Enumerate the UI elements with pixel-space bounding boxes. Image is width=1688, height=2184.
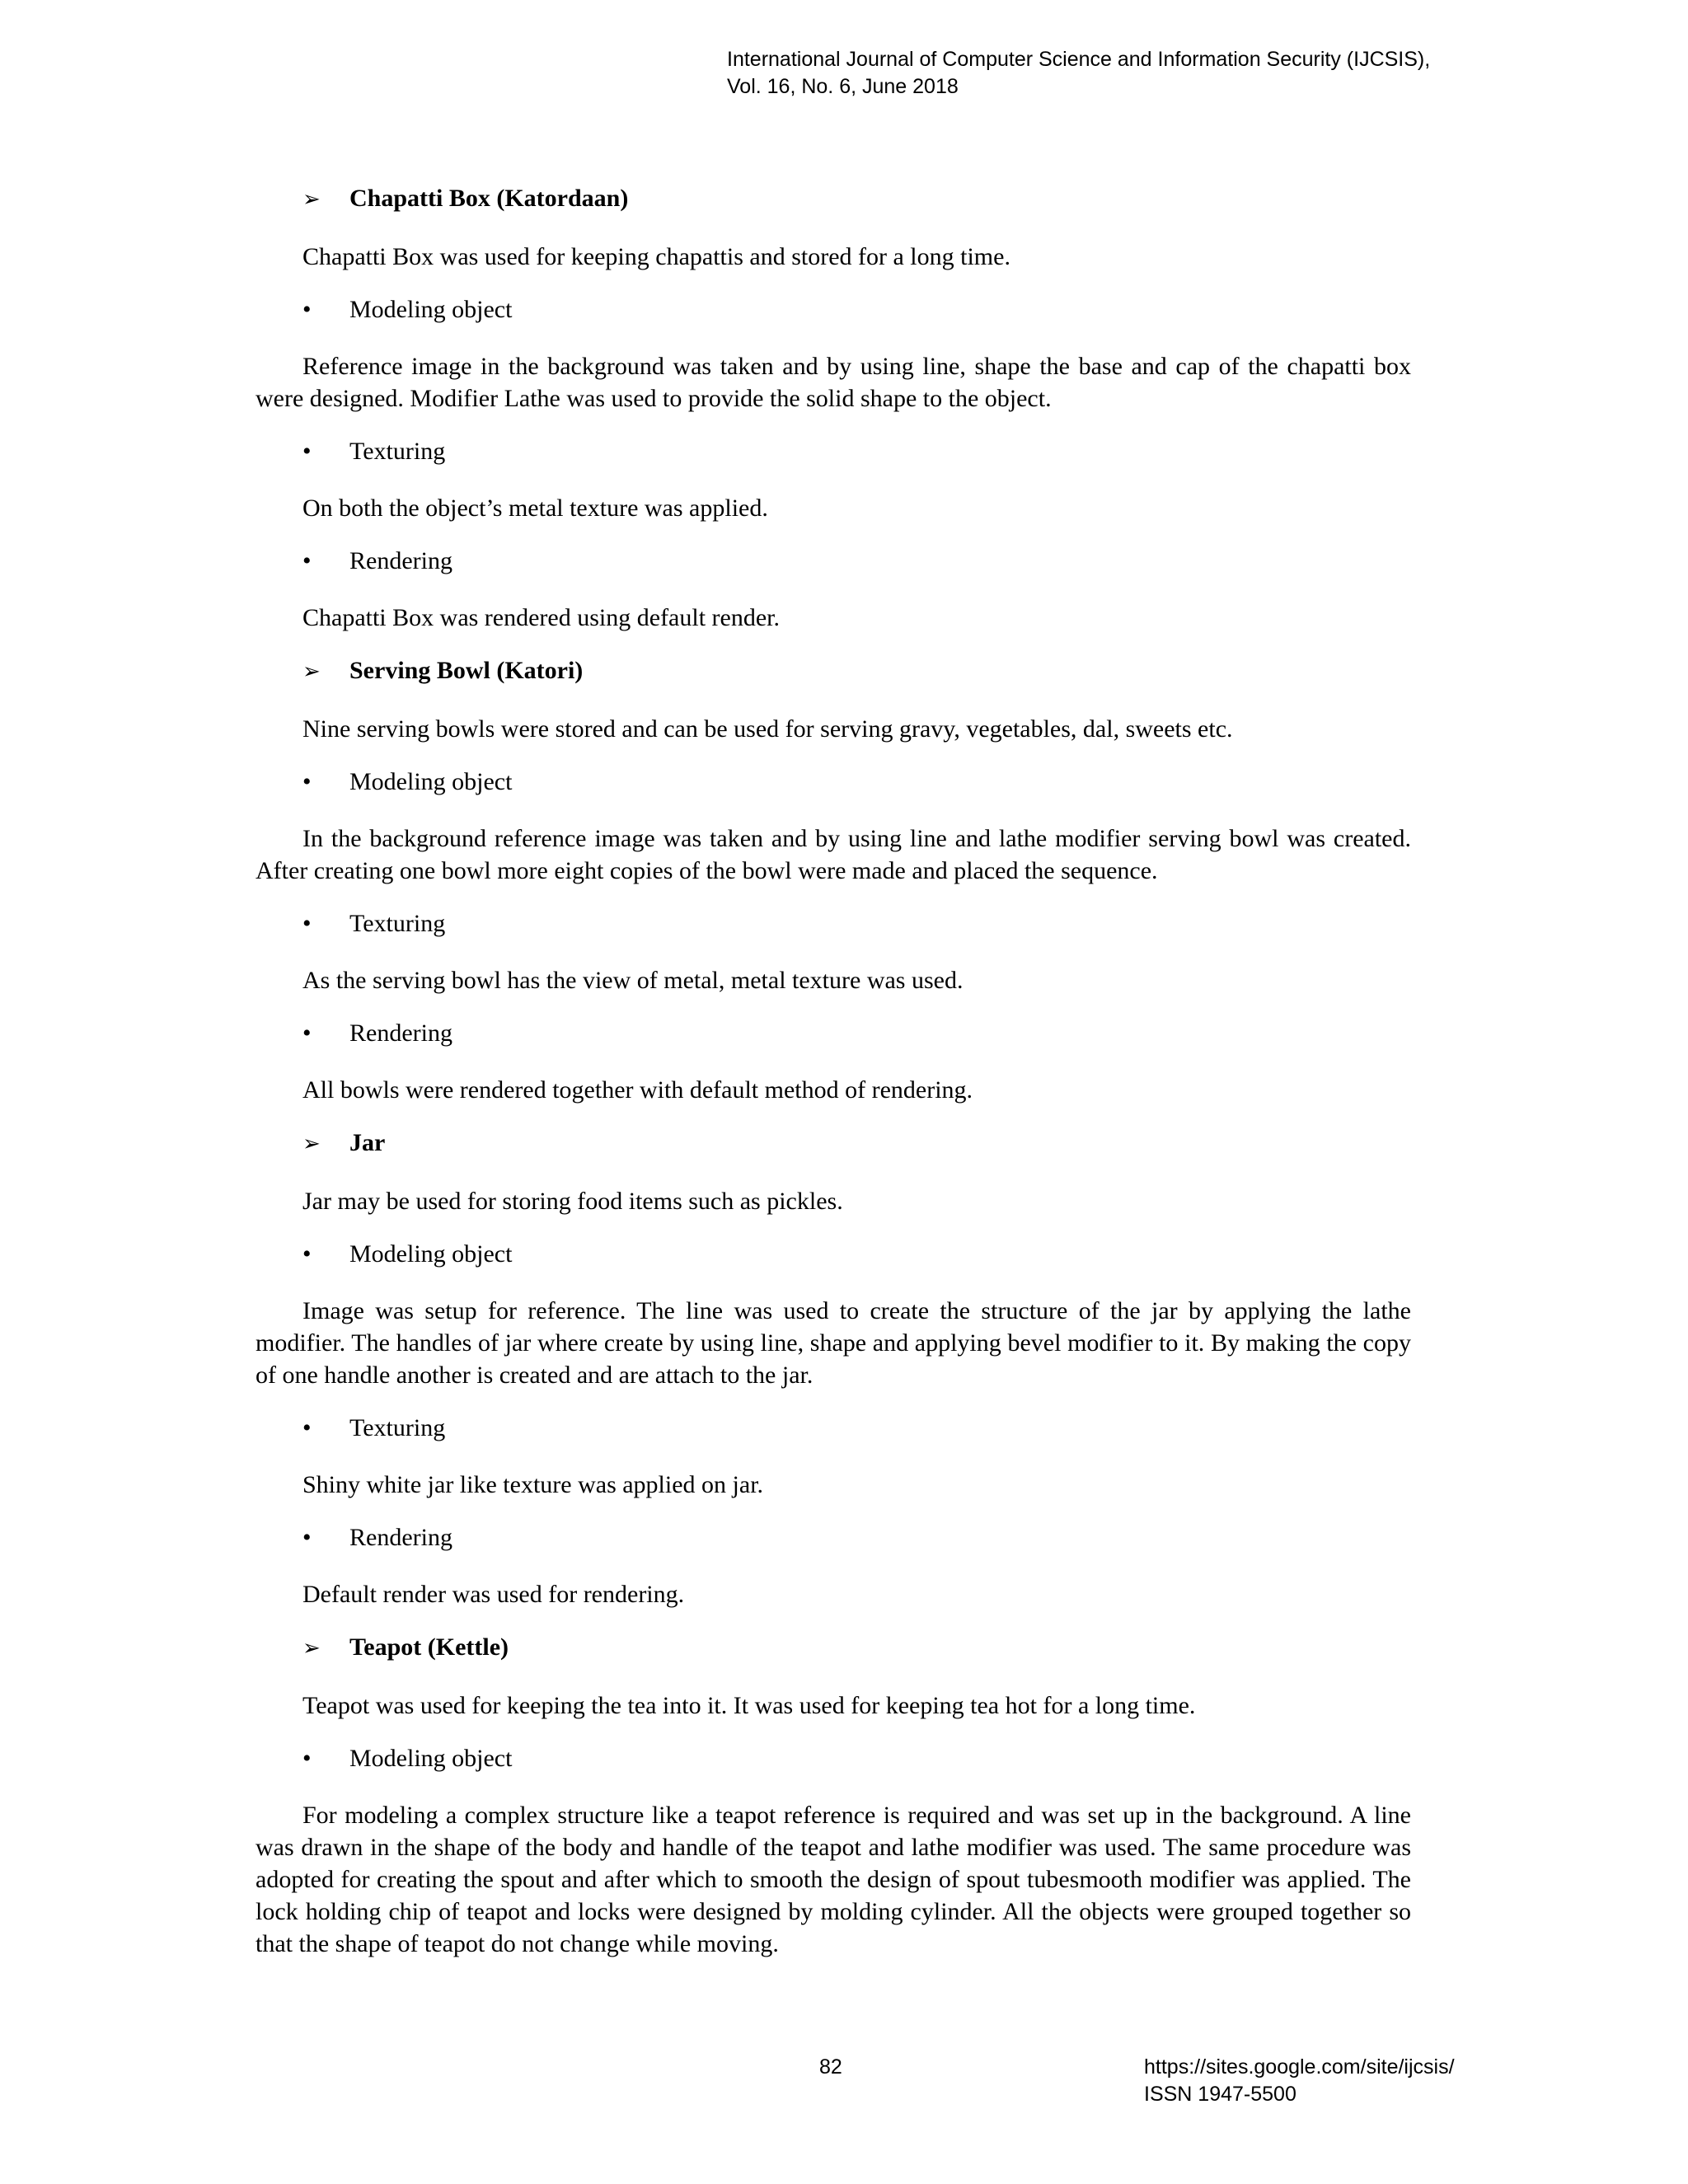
section-title: Chapatti Box (Katordaan) <box>349 185 629 212</box>
bullet-item-modeling <box>256 1238 1411 1270</box>
section-title: Jar <box>349 1129 386 1156</box>
bullet-item-rendering <box>256 1017 1411 1049</box>
journal-header-line-1: International Journal of Computer Science and Information Security (IJCSIS), <box>727 48 1431 71</box>
modeling-paragraph: Reference image in the background was taken and by using line, shape the base and cap of the chapatti box were designed. Modifier Lathe was used to provide the solid shape to the object. <box>256 353 1411 412</box>
bullet-label: Rendering <box>349 1524 452 1551</box>
arrow-bullet-icon: ➢ <box>302 1636 321 1661</box>
section-title: Serving Bowl (Katori) <box>349 657 584 684</box>
section-chapatti-box <box>256 182 1411 634</box>
bullet-label: Texturing <box>349 910 446 937</box>
bullet-label: Rendering <box>349 1019 452 1047</box>
section-teapot <box>256 1631 1411 1960</box>
bullet-item-modeling <box>256 1742 1411 1774</box>
bullet-item-modeling <box>256 293 1411 326</box>
page-body <box>256 182 1411 1980</box>
page-number: 82 <box>819 2055 842 2079</box>
bullet-dot-icon: • <box>302 1240 312 1268</box>
section-heading <box>256 182 1411 216</box>
texturing-paragraph: As the serving bowl has the view of metal, metal texture was used. <box>302 967 964 994</box>
journal-header <box>727 46 1551 101</box>
bullet-dot-icon: • <box>302 1745 312 1772</box>
bullet-label: Modeling object <box>349 296 513 323</box>
section-intro: Chapatti Box was used for keeping chapattis and stored for a long time. <box>302 243 1010 270</box>
journal-url: https://sites.google.com/site/ijcsis/ <box>1144 2055 1455 2079</box>
bullet-dot-icon: • <box>302 768 312 795</box>
texturing-paragraph: On both the object’s metal texture was applied. <box>302 494 768 522</box>
bullet-label: Rendering <box>349 547 452 574</box>
texturing-paragraph: Shiny white jar like texture was applied on jar. <box>302 1471 764 1498</box>
bullet-dot-icon: • <box>302 1019 312 1047</box>
section-intro: Nine serving bowls were stored and can be used for serving gravy, vegetables, dal, sweets etc. <box>302 715 1233 743</box>
modeling-paragraph: For modeling a complex structure like a teapot reference is required and was set up in the background. A line was drawn in the shape of the body and handle of the teapot and lathe modifier was used. The same procedure was adopted for creating the spout and after which to smooth the design of spout tubesmooth modifier was applied. The lock holding chip of teapot and locks were designed by molding cylinder. All the objects were grouped together so that the shape of teapot do not change while moving. <box>256 1802 1411 1957</box>
bullet-dot-icon: • <box>302 438 312 465</box>
bullet-dot-icon: • <box>302 1524 312 1551</box>
arrow-bullet-icon: ➢ <box>302 659 321 684</box>
section-heading <box>256 1631 1411 1665</box>
bullet-dot-icon: • <box>302 547 312 574</box>
modeling-paragraph: Image was setup for reference. The line was used to create the structure of the jar by applying the lathe modifier. The handles of jar where create by using line, shape and applying bevel modifier to it. By making the copy of one handle another is created and are attach to the jar. <box>256 1297 1411 1389</box>
section-jar <box>256 1127 1411 1610</box>
journal-header-line-2: Vol. 16, No. 6, June 2018 <box>727 75 959 98</box>
section-title: Teapot (Kettle) <box>349 1633 509 1661</box>
bullet-label: Modeling object <box>349 768 513 795</box>
bullet-label: Texturing <box>349 438 446 465</box>
arrow-bullet-icon: ➢ <box>302 1132 321 1156</box>
journal-footer <box>1144 2054 1455 2108</box>
bullet-item-texturing <box>256 435 1411 467</box>
bullet-dot-icon: • <box>302 1414 312 1441</box>
section-heading <box>256 1127 1411 1160</box>
rendering-paragraph: Default render was used for rendering. <box>302 1581 685 1608</box>
bullet-item-rendering <box>256 545 1411 577</box>
bullet-item-rendering <box>256 1521 1411 1554</box>
bullet-item-modeling <box>256 766 1411 798</box>
journal-issn: ISSN 1947-5500 <box>1144 2083 1296 2106</box>
bullet-label: Texturing <box>349 1414 446 1441</box>
rendering-paragraph: Chapatti Box was rendered using default render. <box>302 604 780 631</box>
bullet-dot-icon: • <box>302 296 312 323</box>
arrow-bullet-icon: ➢ <box>302 187 321 212</box>
section-serving-bowl <box>256 654 1411 1106</box>
bullet-label: Modeling object <box>349 1745 513 1772</box>
section-intro: Jar may be used for storing food items such as pickles. <box>302 1188 843 1215</box>
bullet-item-texturing <box>256 907 1411 940</box>
section-intro: Teapot was used for keeping the tea into it. It was used for keeping tea hot for a long time. <box>302 1692 1196 1719</box>
modeling-paragraph: In the background reference image was taken and by using line and lathe modifier serving bowl was created. After creating one bowl more eight copies of the bowl were made and placed the sequence. <box>256 825 1411 884</box>
rendering-paragraph: All bowls were rendered together with default method of rendering. <box>302 1076 973 1104</box>
section-heading <box>256 654 1411 688</box>
bullet-dot-icon: • <box>302 910 312 937</box>
bullet-label: Modeling object <box>349 1240 513 1268</box>
bullet-item-texturing <box>256 1412 1411 1444</box>
